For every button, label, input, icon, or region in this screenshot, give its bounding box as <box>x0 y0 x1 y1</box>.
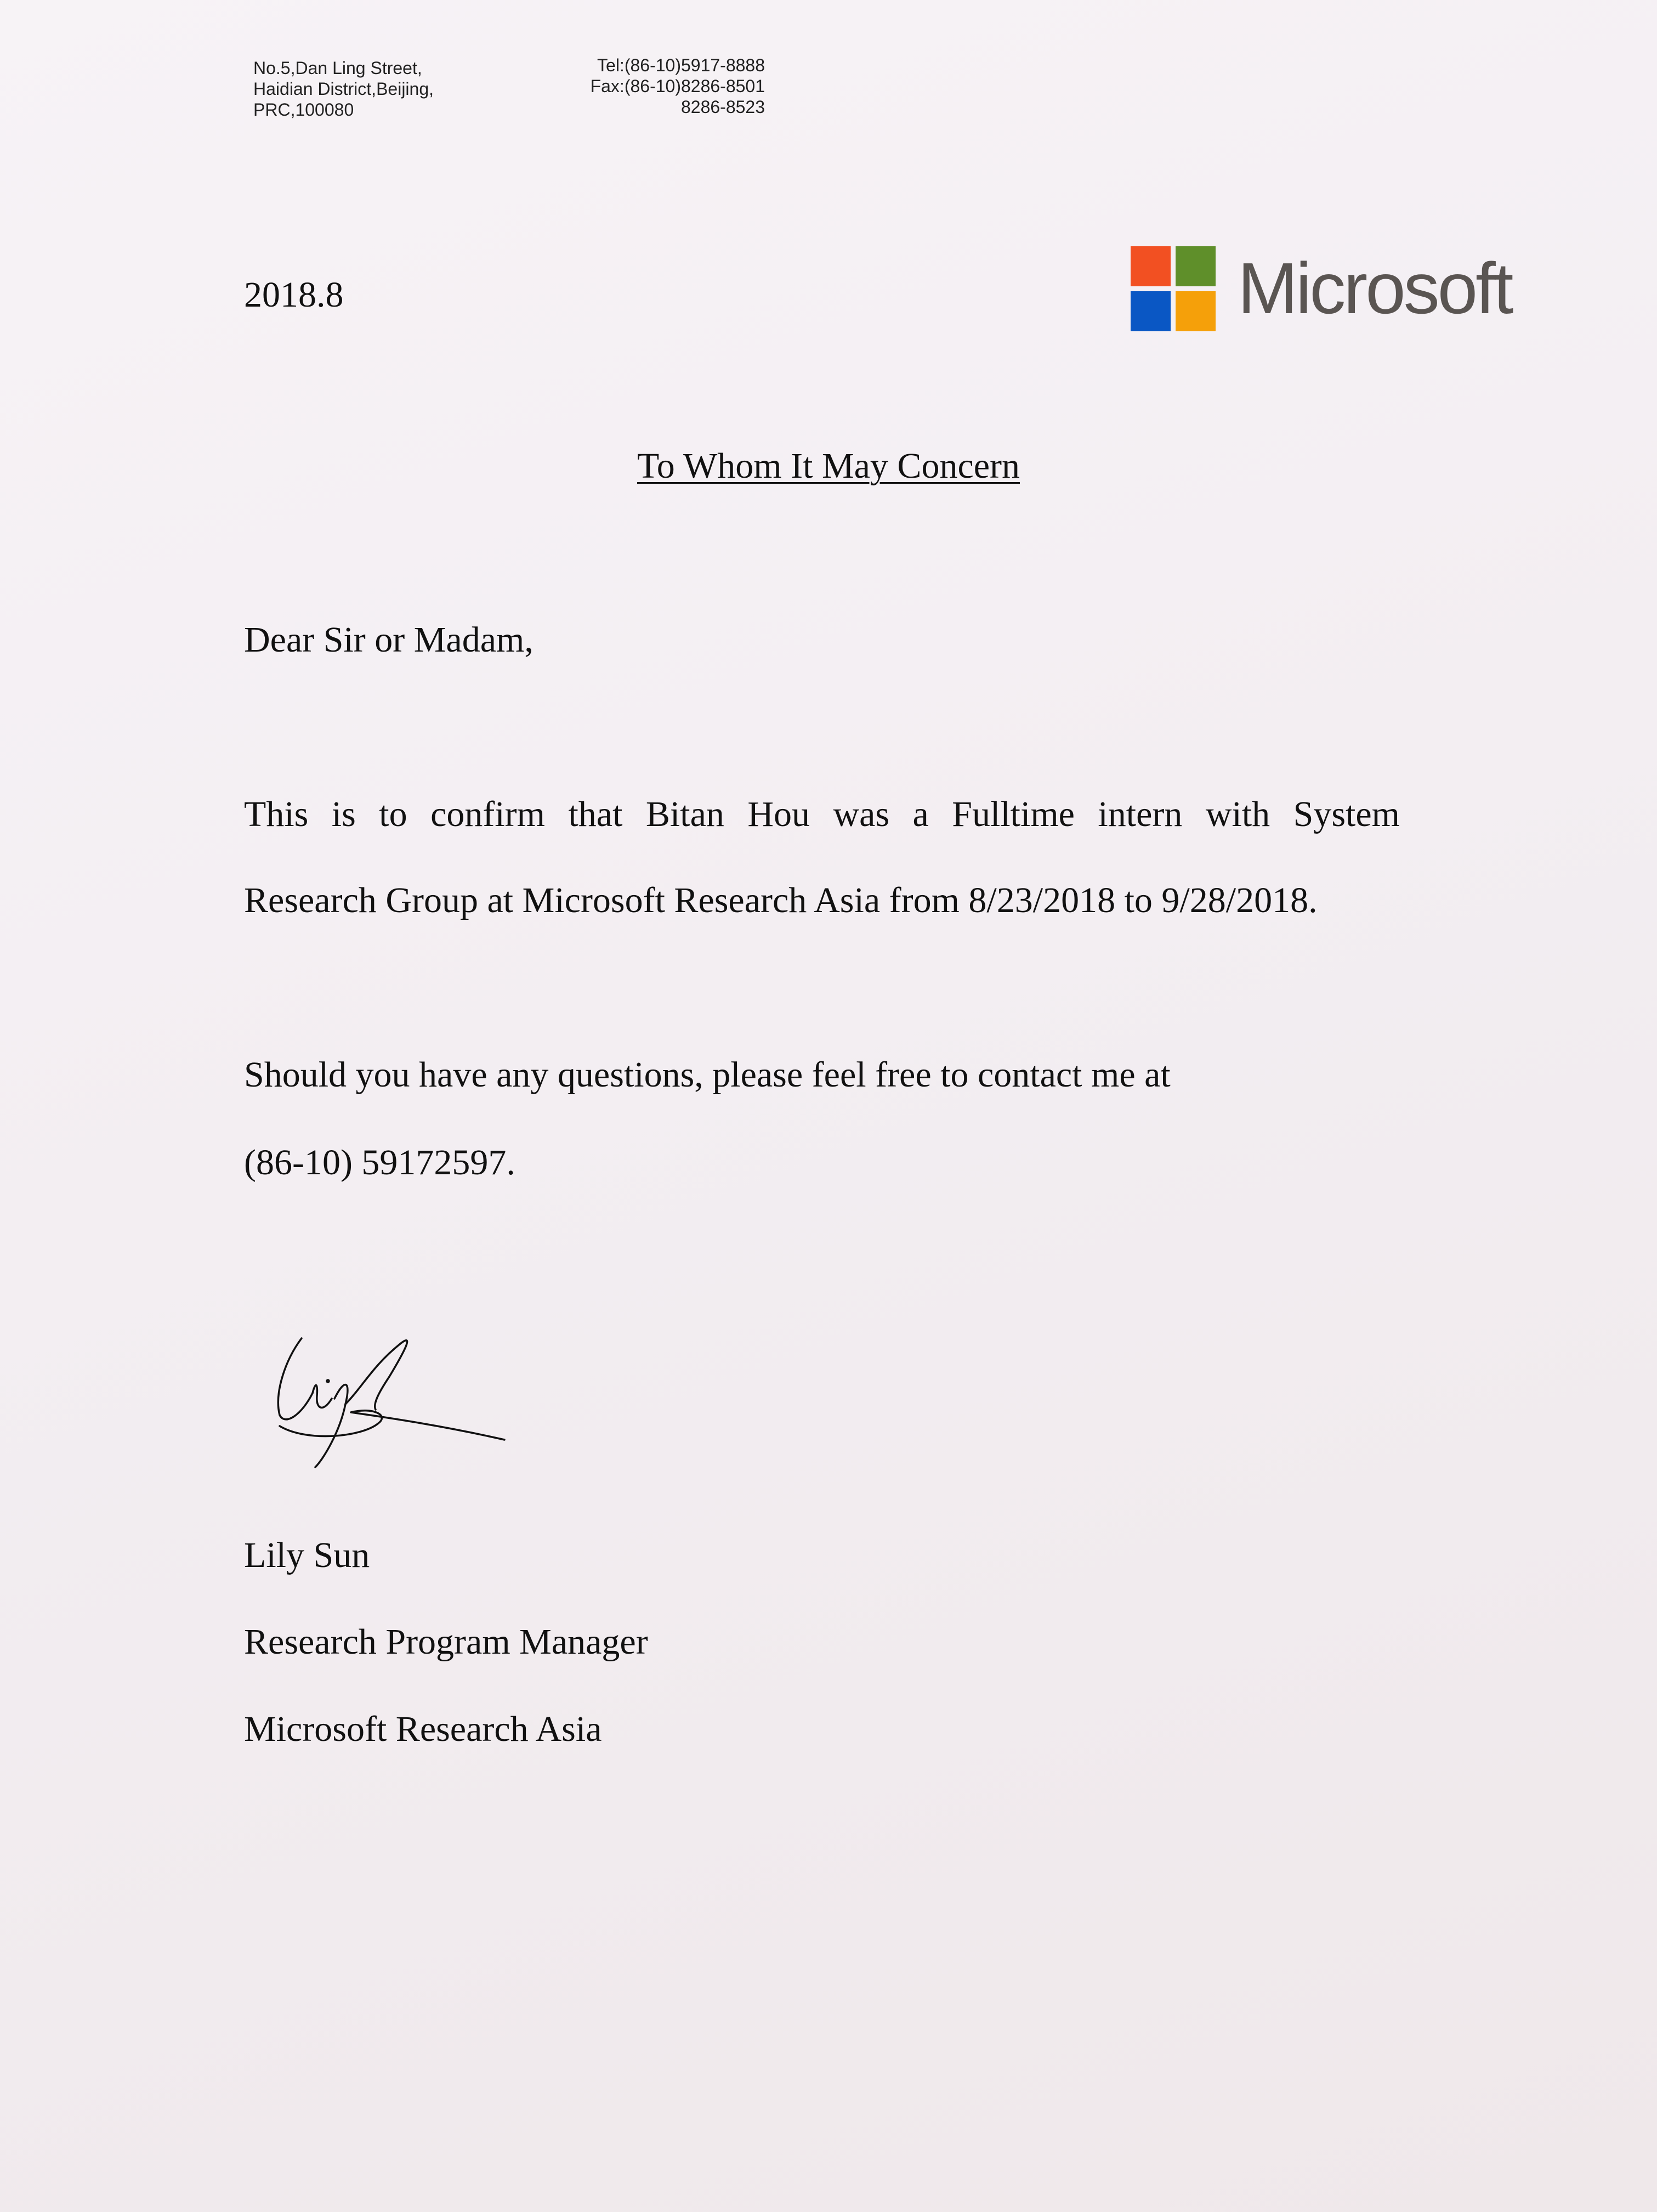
signatory-organization: Microsoft Research Asia <box>244 1709 602 1749</box>
fax-line-2: 8286-8523 <box>680 97 765 117</box>
address-line-3: PRC,100080 <box>253 100 354 120</box>
body-paragraph-1-line-1: This is to confirm that Bitan Hou was a Fulltime intern with System <box>244 794 1400 834</box>
body-paragraph-2-line-1: Should you have any questions, please feel free to contact me at <box>244 1055 1171 1095</box>
telephone-line: Tel:(86-10)5917-8888 <box>597 55 765 75</box>
microsoft-logo <box>1131 246 1511 331</box>
letter-title-text: To Whom It May Concern <box>637 446 1020 486</box>
microsoft-logo-icon <box>1131 246 1216 331</box>
logo-wordmark: Microsoft <box>1238 248 1512 329</box>
logo-square-green <box>1176 246 1216 286</box>
logo-square-red <box>1131 246 1171 286</box>
fax-line-1: Fax:(86-10)8286-8501 <box>590 76 765 96</box>
letter-title <box>0 444 1657 488</box>
signatory-title: Research Program Manager <box>244 1622 648 1662</box>
body-paragraph-1-line-2: Research Group at Microsoft Research Asia from 8/23/2018 to 9/28/2018. <box>244 880 1318 920</box>
logo-square-yellow <box>1176 291 1216 331</box>
logo-square-blue <box>1131 291 1171 331</box>
salutation: Dear Sir or Madam, <box>244 620 534 660</box>
body-paragraph-2-line-2: (86-10) 59172597. <box>244 1142 515 1183</box>
handwritten-signature <box>263 1316 515 1481</box>
company-contact <box>554 55 765 117</box>
address-line-2: Haidian District,Beijing, <box>253 79 434 99</box>
letter-date: 2018.8 <box>244 275 344 315</box>
signatory-name: Lily Sun <box>244 1535 370 1575</box>
company-address <box>253 58 434 120</box>
address-line-1: No.5,Dan Ling Street, <box>253 58 422 78</box>
